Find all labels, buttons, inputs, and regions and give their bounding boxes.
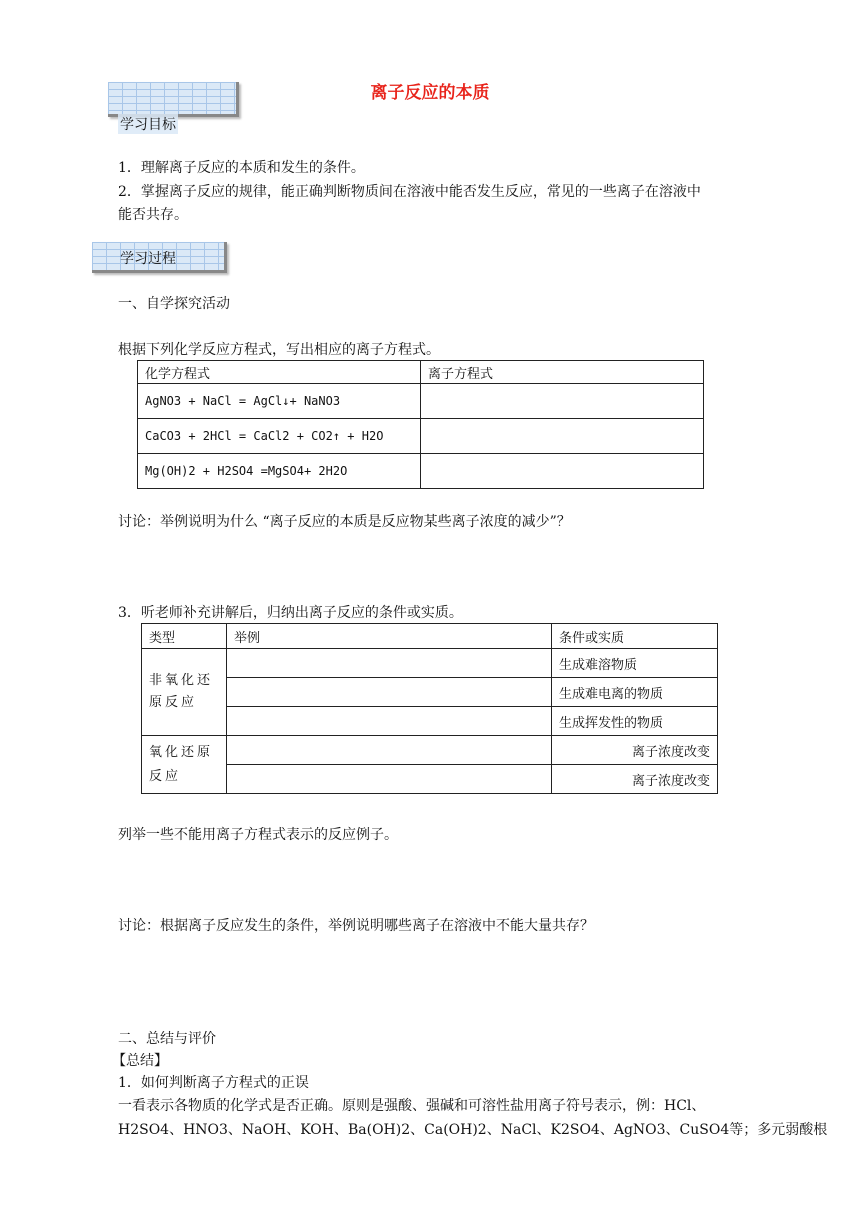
table1-ionic-answer-3[interactable] — [421, 454, 704, 489]
table1-header-chem: 化学方程式 — [138, 361, 421, 384]
section-header-objectives: 学习目标 — [118, 114, 178, 134]
table1-equation-3: Mg(OH)2 + H2SO4 =MgSO4+ 2H2O — [138, 454, 421, 489]
table2-example-5[interactable] — [227, 765, 552, 794]
table2-group-redox: 氧化还原反应 — [142, 736, 227, 794]
conditions-table — [141, 623, 718, 794]
table1-ionic-answer-2[interactable] — [421, 419, 704, 454]
table2-header-type: 类型 — [142, 624, 227, 649]
activity-heading: 一、自学探究活动 — [118, 296, 230, 312]
table-row — [138, 384, 704, 419]
table2-example-2[interactable] — [227, 678, 552, 707]
summary-heading: 二、总结与评价 — [118, 1031, 216, 1047]
point-3: 3．听老师补充讲解后，归纳出离子反应的条件或实质。 — [118, 605, 463, 621]
table1-ionic-answer-1[interactable] — [421, 384, 704, 419]
section-header-objectives-tile — [108, 82, 239, 117]
discussion-2: 讨论：根据离子反应发生的条件，举例说明哪些离子在溶液中不能大量共存？ — [118, 918, 594, 934]
summary-point-1: 1．如何判断离子方程式的正误 — [118, 1075, 309, 1091]
table1-equation-2: CaCO3 + 2HCl = CaCl2 + CO2↑ + H2O — [138, 419, 421, 454]
table2-condition-3: 生成挥发性的物质 — [552, 707, 718, 736]
table1-equation-1: AgNO3 + NaCl = AgCl↓+ NaNO3 — [138, 384, 421, 419]
discussion-1: 讨论：举例说明为什么 “离子反应的本质是反应物某些离子浓度的减少”？ — [118, 514, 571, 530]
table-row — [142, 649, 718, 678]
section-header-process: 学习过程 — [120, 251, 176, 267]
table-row — [142, 707, 718, 736]
objective-item-1: 1．理解离子反应的本质和发生的条件。 — [118, 160, 365, 176]
table1-header-ionic: 离子方程式 — [421, 361, 704, 384]
table-row — [142, 736, 718, 765]
table1-intro: 根据下列化学反应方程式，写出相应的离子方程式。 — [118, 342, 440, 358]
summary-bracket: 【总结】 — [112, 1053, 168, 1069]
equation-table — [137, 360, 704, 489]
table2-example-4[interactable] — [227, 736, 552, 765]
table2-condition-5: 离子浓度改变 — [552, 765, 718, 794]
table2-example-1[interactable] — [227, 649, 552, 678]
table-row — [142, 678, 718, 707]
table2-example-3[interactable] — [227, 707, 552, 736]
page-title: 离子反应的本质 — [370, 83, 490, 103]
list-examples-prompt: 列举一些不能用离子方程式表示的反应例子。 — [118, 827, 398, 843]
objective-item-2: 2．掌握离子反应的规律，能正确判断物质间在溶液中能否发生反应，常见的一些离子在溶液中 — [118, 184, 701, 200]
table2-condition-2: 生成难电离的物质 — [552, 678, 718, 707]
table2-condition-1: 生成难溶物质 — [552, 649, 718, 678]
table2-condition-4: 离子浓度改变 — [552, 736, 718, 765]
table-row — [138, 454, 704, 489]
table2-header-condition: 条件或实质 — [552, 624, 718, 649]
table2-group-nonredox: 非氧化还原反应 — [142, 649, 227, 736]
table-row — [142, 765, 718, 794]
table2-header-example: 举例 — [227, 624, 552, 649]
objective-item-2-cont: 能否共存。 — [118, 207, 188, 223]
summary-line-2: H2SO4、HNO3、NaOH、KOH、Ba(OH)2、Ca(OH)2、NaCl、K2SO4、AgNO3、CuSO4等；多元弱酸根 — [118, 1122, 828, 1138]
table-row — [138, 419, 704, 454]
summary-line-1: 一看表示各物质的化学式是否正确。原则是强酸、强碱和可溶性盐用离子符号表示，例：HCl、 — [118, 1098, 706, 1114]
